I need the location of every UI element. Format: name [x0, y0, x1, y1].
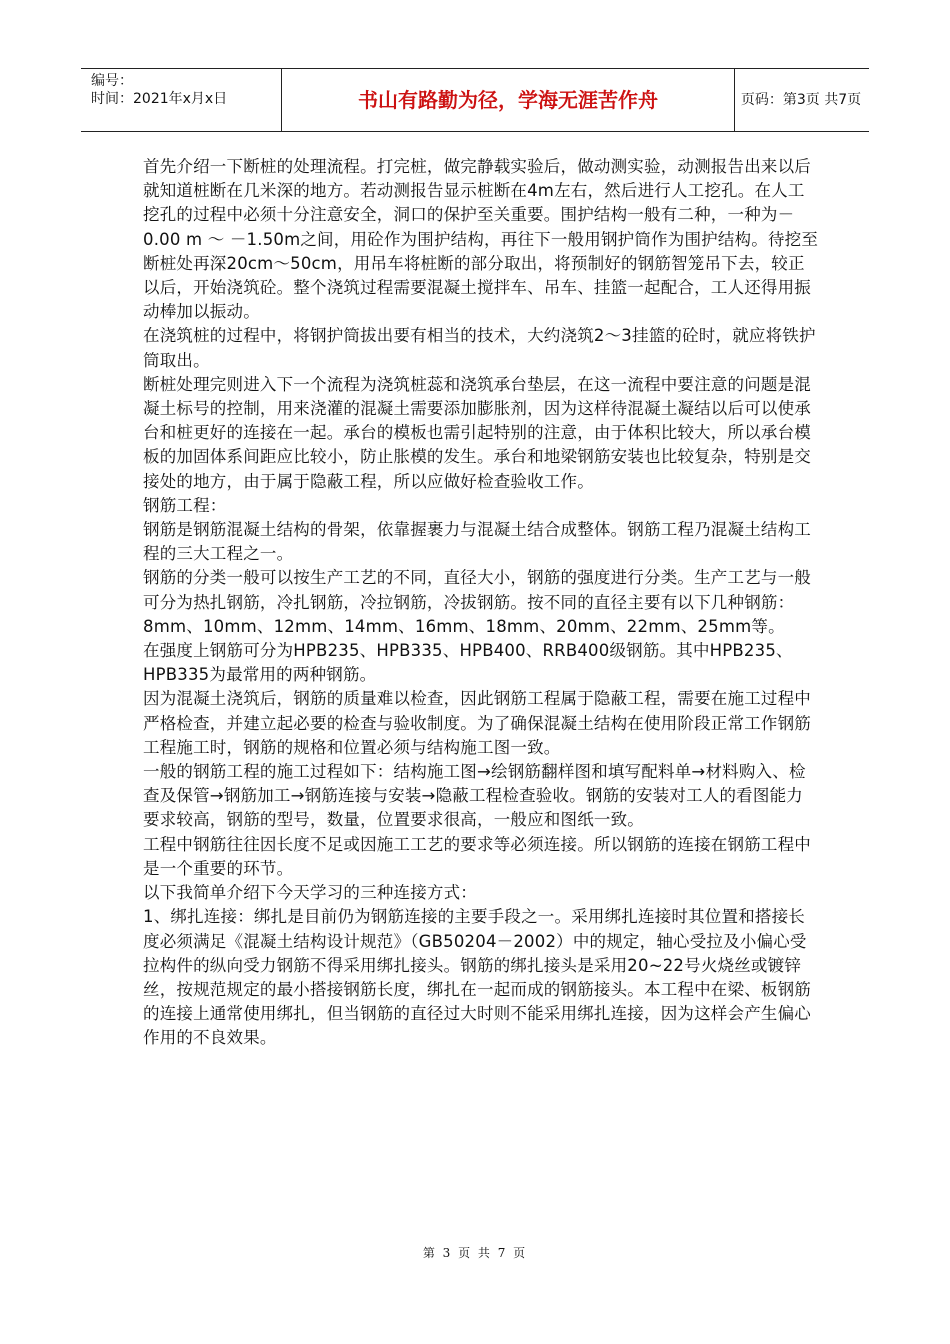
paragraph: 一般的钢筋工程的施工过程如下：结构施工图→绘钢筋翻样图和填写配料单→材料购入、检查及保管→钢筋加工→钢筋连接与安装→隐蔽工程检查验收。钢筋的安装对工人的看图能力要求较高，钢筋的型号，数量，位置要求很高，一般应和图纸一致。 — [143, 762, 806, 830]
paragraph: 因为混凝土浇筑后，钢筋的质量难以检查，因此钢筋工程属于隐蔽工程，需要在施工过程中严格检查，并建立起必要的检查与验收制度。为了确保混凝土结构在使用阶段正常工作钢筋工程施工时，钢筋的规格和位置必须与结构施工图一致。 — [143, 689, 811, 757]
page-header — [81, 68, 869, 132]
paragraph: 钢筋是钢筋混凝土结构的骨架，依靠握裹力与混凝土结合成整体。钢筋工程乃混凝土结构工程的三大工程之一。 — [143, 520, 811, 564]
page-footer: 第 3 页 共 7 页 — [422, 1246, 528, 1260]
document-time-label: 时间：2021年x月x日 — [91, 91, 228, 107]
paragraph: 8mm、10mm、12mm、14mm、16mm、18mm、20mm、22mm、25mm等。 — [143, 616, 785, 636]
header-page-number: 页码：第3页 共7页 — [740, 92, 862, 108]
paragraph: 1、绑扎连接：绑扎是目前仍为钢筋连接的主要手段之一。采用绑扎连接时其位置和搭接长度必须满足《混凝土结构设计规范》（GB50204－2002）中的规定，轴心受拉及小偏心受拉构件的纵向受力钢筋不得采用绑扎接头。钢筋的绑扎接头是采用20~22号火烧丝或镀锌丝，按规范规定的最小搭接钢筋长度，绑扎在一起而成的钢筋接头。本工程中在梁、板钢筋的连接上通常使用绑扎，但当钢筋的直径过大时则不能采用绑扎连接，因为这样会产生偏心作用的不良效果。 — [143, 907, 811, 1048]
document-body — [143, 155, 819, 1051]
paragraph: 工程中钢筋往往因长度不足或因施工工艺的要求等必须连接。所以钢筋的连接在钢筋工程中是一个重要的环节。 — [143, 834, 811, 878]
section-heading: 钢筋工程： — [143, 495, 227, 515]
paragraph: 在浇筑桩的过程中，将钢护筒拔出要有相当的技术，大约浇筑2～3挂篮的砼时，就应将铁护筒取出。 — [143, 326, 816, 370]
header-motto: 书山有路勤为径，学海无涯苦作舟 — [281, 69, 735, 131]
paragraph: 钢筋的分类一般可以按生产工艺的不同，直径大小，钢筋的强度进行分类。生产工艺与一般可分为热扎钢筋，冷扎钢筋，冷拉钢筋，冷拔钢筋。按不同的直径主要有以下几种钢筋： — [143, 568, 811, 612]
paragraph: 首先介绍一下断桩的处理流程。打完桩，做完静载实验后，做动测实验，动测报告出来以后就知道桩断在几米深的地方。若动测报告显示桩断在4m左右，然后进行人工挖孔。在人工挖孔的过程中必须十分注意安全，洞口的保护至关重要。围护结构一般有二种，一种为－0.00 m ～ －1.50m之间，用砼作为围护结构，再往下一般用钢护筒作为围护结构。待挖至断桩处再深20cm～50cm，用吊车将桩断的部分取出，将预制好的钢筋智笼吊下去，较正以后，开始浇筑砼。整个浇筑过程需要混凝土搅拌车、吊车、挂篮一起配合，工人还得用振动棒加以振动。 — [143, 157, 819, 322]
document-number-label: 编号： — [91, 73, 133, 89]
paragraph: 在强度上钢筋可分为HPB235、HPB335、HPB400、RRB400级钢筋。其中HPB235、HPB335为最常用的两种钢筋。 — [143, 641, 793, 685]
paragraph: 断桩处理完则进入下一个流程为浇筑桩蕊和浇筑承台垫层，在这一流程中要注意的问题是混凝土标号的控制，用来浇灌的混凝土需要添加膨胀剂，因为这样待混凝土凝结以后可以使承台和桩更好的连接在一起。承台的模板也需引起特别的注意，由于体积比较大，所以承台模板的加固体系间距应比较小，防止胀模的发生。承台和地梁钢筋安装也比较复杂，特别是交接处的地方，由于属于隐蔽工程，所以应做好检查验收工作。 — [143, 374, 811, 491]
header-info — [81, 69, 281, 134]
paragraph: 以下我简单介绍下今天学习的三种连接方式： — [143, 883, 477, 903]
